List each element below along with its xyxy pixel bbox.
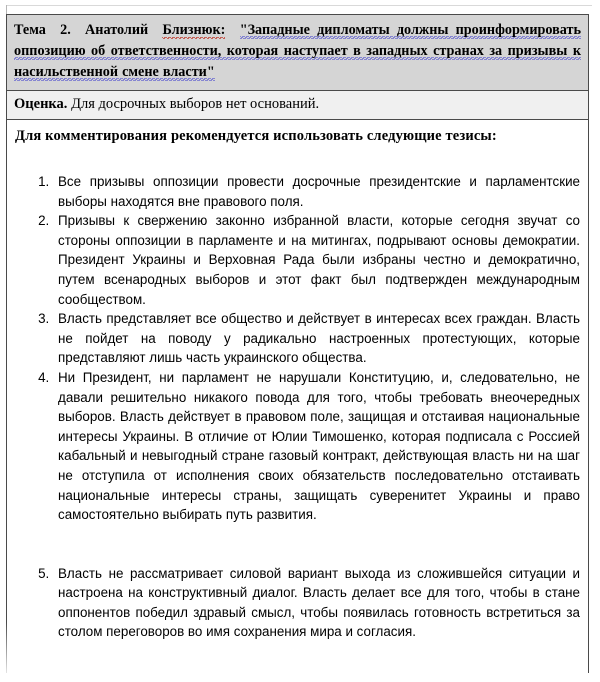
lead-line: Для комментирования рекомендуется использовать следующие тезисы: (15, 128, 497, 144)
body-cell (7, 120, 589, 674)
topic-quote: "Западные дипломаты должны проинформировать оппозицию об ответственности, которая наступает в западных странах за призывы к насильственной смене власти" (14, 22, 582, 80)
topic-person-name: Близнюк: (162, 22, 226, 38)
theses-list (15, 172, 580, 642)
document-table (6, 14, 589, 673)
evaluation-row (7, 91, 589, 120)
body-row (7, 120, 589, 674)
thesis-item: 2. Призывы к свержению законно избранной власти, которые сегодня звучат со стороны оппозиции в парламенте и на митингах, подрывают основы демократии. Президент Украины и Верховная Рада были избраны честно и демократично, путем всенародных выборов и этот факт был подтвержден международным сообществом. (53, 211, 580, 309)
evaluation-text: Для досрочных выборов нет оснований. (71, 96, 320, 112)
topic-prefix: Тема 2. Анатолий (14, 22, 163, 38)
page-top-rule (6, 5, 592, 6)
page-top-left-tick (6, 5, 7, 14)
evaluation-line (14, 95, 581, 114)
evaluation-cell (7, 91, 589, 120)
thesis-item: 3. Власть представляет все общество и действует в интересах всех граждан. Власть не пойдет на поводу у радикально настроенных протестующих, которые представляют лишь часть украинского общества. (53, 309, 580, 368)
thesis-item: 4. Ни Президент, ни парламент не нарушали Конституцию, и, следовательно, не давали решительно никакого повода для того, чтобы требовать внеочередных выборов. Власть действует в правовом поле, защищая и отстаивая национальные интересы Украины. В отличие от Юлии Тимошенко, которая подписала с Россией кабальный и невыгодный стране газовый контракт, действующая власть ни на шаг не отступила от исполнения своих обязательств последовательно отстаивать национальные интересы страны, защищать суверенитет Украины и право самостоятельно выбирать путь развития. (53, 368, 580, 525)
topic-cell (7, 15, 589, 91)
evaluation-label: Оценка. (14, 96, 68, 112)
thesis-item: 1. Все призывы оппозиции провести досрочные президентские и парламентские выборы находятся вне правового поля. (53, 172, 580, 211)
thesis-item: 5. Власть не рассматривает силовой вариант выхода из сложившейся ситуации и настроена на конструктивный диалог. Власть делает все для того, чтобы в стане оппонентов победил здравый смысл, чтобы появилась готовность встретиться за столом переговоров во имя сохранения мира и согласия. (53, 564, 580, 642)
topic-row (7, 15, 589, 91)
topic-heading (14, 20, 581, 83)
